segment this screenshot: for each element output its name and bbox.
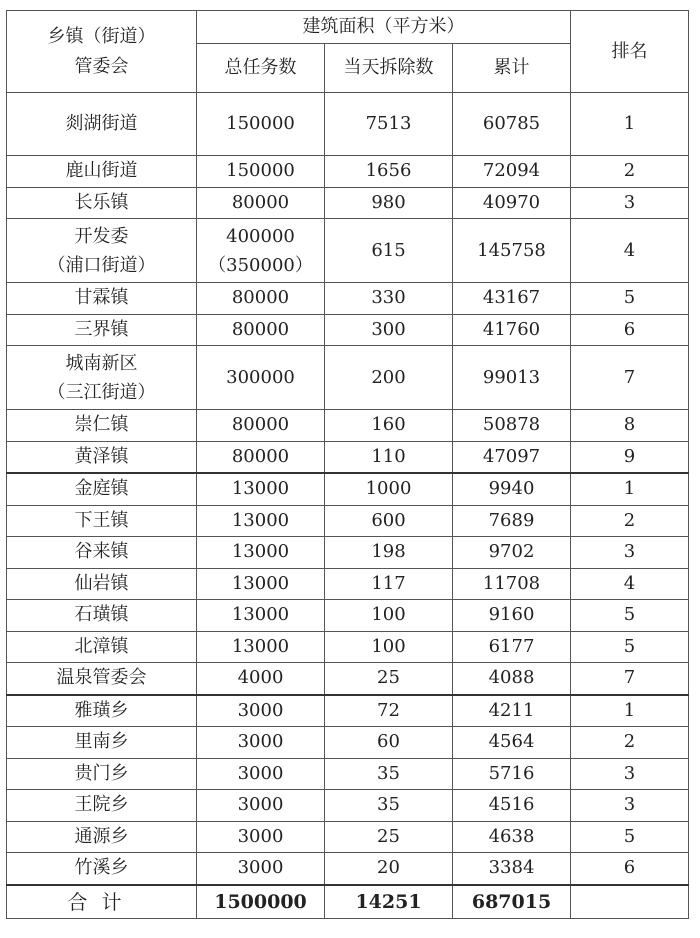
- total-task-cell: 3000: [197, 758, 325, 790]
- today-cell: 100: [325, 600, 453, 632]
- unit-name-cell: 石璜镇: [7, 600, 197, 632]
- total-task: 1500000: [197, 885, 325, 919]
- today-cell: 35: [325, 758, 453, 790]
- unit-header: 乡镇（街道） 管委会: [7, 11, 197, 93]
- cumulative-header: 累计: [453, 44, 571, 93]
- table-row: [7, 600, 689, 632]
- total-task-cell: 300000: [197, 346, 325, 410]
- total-today: 14251: [325, 885, 453, 919]
- cumulative-cell: 4088: [453, 663, 571, 695]
- total-task-cell: 13000: [197, 473, 325, 505]
- today-cell: 117: [325, 568, 453, 600]
- rank-cell: 1: [571, 93, 689, 156]
- cumulative-cell: 43167: [453, 283, 571, 315]
- total-task-cell: 3000: [197, 790, 325, 822]
- cumulative-cell: 4516: [453, 790, 571, 822]
- total-task-cell: 150000: [197, 156, 325, 188]
- today-cell: 198: [325, 537, 453, 569]
- table-row: [7, 346, 689, 410]
- rank-cell: 7: [571, 663, 689, 695]
- unit-name-cell: 下王镇: [7, 505, 197, 537]
- today-cell: 300: [325, 314, 453, 346]
- cumulative-cell: 40970: [453, 187, 571, 219]
- unit-name-cell: 北漳镇: [7, 631, 197, 663]
- unit-name-cell: 剡湖街道: [7, 93, 197, 156]
- rank-cell: 3: [571, 790, 689, 822]
- cumulative-cell: 3384: [453, 853, 571, 885]
- total-task-cell: 80000: [197, 441, 325, 473]
- table-row: [7, 853, 689, 885]
- unit-name-cell: 崇仁镇: [7, 410, 197, 442]
- total-task-cell: 80000: [197, 314, 325, 346]
- rank-header: 排名: [571, 11, 689, 93]
- total-task-cell: 13000: [197, 568, 325, 600]
- unit-name-cell: 谷来镇: [7, 537, 197, 569]
- today-cell: 980: [325, 187, 453, 219]
- total-task-cell: 13000: [197, 537, 325, 569]
- table-row: [7, 758, 689, 790]
- cumulative-cell: 72094: [453, 156, 571, 188]
- total-task-cell: 3000: [197, 695, 325, 727]
- total-task-cell: 3000: [197, 727, 325, 759]
- table-row: [7, 219, 689, 283]
- table-row: [7, 283, 689, 315]
- rank-cell: 1: [571, 473, 689, 505]
- unit-name-cell: 甘霖镇: [7, 283, 197, 315]
- unit-name-cell: 金庭镇: [7, 473, 197, 505]
- cumulative-cell: 99013: [453, 346, 571, 410]
- today-cell: 330: [325, 283, 453, 315]
- table-row: [7, 727, 689, 759]
- total-task-cell: 3000: [197, 853, 325, 885]
- rank-cell: 3: [571, 758, 689, 790]
- total-task-cell: 80000: [197, 410, 325, 442]
- total-cumulative: 687015: [453, 885, 571, 919]
- rank-cell: 5: [571, 631, 689, 663]
- today-cell: 600: [325, 505, 453, 537]
- unit-name-cell: 黄泽镇: [7, 441, 197, 473]
- cumulative-cell: 60785: [453, 93, 571, 156]
- unit-name-cell: 竹溪乡: [7, 853, 197, 885]
- today-cell: 72: [325, 695, 453, 727]
- cumulative-cell: 47097: [453, 441, 571, 473]
- rank-cell: 2: [571, 156, 689, 188]
- unit-name-cell: 开发委 （浦口街道）: [7, 219, 197, 283]
- today-cell: 200: [325, 346, 453, 410]
- table-row: [7, 568, 689, 600]
- total-task-cell: 13000: [197, 600, 325, 632]
- total-task-cell: 13000: [197, 505, 325, 537]
- cumulative-cell: 9940: [453, 473, 571, 505]
- table-row: [7, 93, 689, 156]
- table-row: [7, 537, 689, 569]
- area-group-header: 建筑面积（平方米）: [197, 11, 571, 44]
- table-row: [7, 505, 689, 537]
- unit-name-cell: 通源乡: [7, 821, 197, 853]
- today-cell: 160: [325, 410, 453, 442]
- table-row: [7, 695, 689, 727]
- total-task-cell: 400000 （350000）: [197, 219, 325, 283]
- today-cell: 1656: [325, 156, 453, 188]
- demolition-stats-table: [6, 10, 689, 919]
- rank-cell: 2: [571, 505, 689, 537]
- table-row: [7, 821, 689, 853]
- unit-name-cell: 长乐镇: [7, 187, 197, 219]
- cumulative-cell: 4638: [453, 821, 571, 853]
- rank-cell: 1: [571, 695, 689, 727]
- cumulative-cell: 4564: [453, 727, 571, 759]
- cumulative-cell: 41760: [453, 314, 571, 346]
- unit-name-cell: 贵门乡: [7, 758, 197, 790]
- table-footer: [7, 885, 689, 919]
- cumulative-cell: 9702: [453, 537, 571, 569]
- rank-cell: 8: [571, 410, 689, 442]
- rank-cell: 9: [571, 441, 689, 473]
- rank-cell: 4: [571, 568, 689, 600]
- table-row: [7, 441, 689, 473]
- total-task-cell: 150000: [197, 93, 325, 156]
- unit-name-cell: 里南乡: [7, 727, 197, 759]
- total-task-cell: 3000: [197, 821, 325, 853]
- rank-cell: 2: [571, 727, 689, 759]
- today-cell: 25: [325, 663, 453, 695]
- today-cell: 1000: [325, 473, 453, 505]
- rank-cell: 4: [571, 219, 689, 283]
- today-cell: 615: [325, 219, 453, 283]
- table-row: [7, 663, 689, 695]
- cumulative-cell: 7689: [453, 505, 571, 537]
- unit-name-cell: 三界镇: [7, 314, 197, 346]
- unit-name-cell: 王院乡: [7, 790, 197, 822]
- unit-name-cell: 雅璜乡: [7, 695, 197, 727]
- today-cell: 110: [325, 441, 453, 473]
- today-cell: 7513: [325, 93, 453, 156]
- total-task-cell: 13000: [197, 631, 325, 663]
- cumulative-cell: 145758: [453, 219, 571, 283]
- total-label: 合计: [7, 885, 197, 919]
- today-cell: 35: [325, 790, 453, 822]
- total-task-header: 总任务数: [197, 44, 325, 93]
- unit-name-cell: 鹿山街道: [7, 156, 197, 188]
- today-cell: 60: [325, 727, 453, 759]
- rank-cell: 3: [571, 537, 689, 569]
- today-cell: 100: [325, 631, 453, 663]
- table-row: [7, 790, 689, 822]
- cumulative-cell: 9160: [453, 600, 571, 632]
- table-row: [7, 187, 689, 219]
- cumulative-cell: 6177: [453, 631, 571, 663]
- total-task-cell: 80000: [197, 283, 325, 315]
- unit-name-cell: 城南新区 （三江街道）: [7, 346, 197, 410]
- cumulative-cell: 50878: [453, 410, 571, 442]
- rank-cell: 5: [571, 600, 689, 632]
- today-header: 当天拆除数: [325, 44, 453, 93]
- table-row: [7, 473, 689, 505]
- cumulative-cell: 4211: [453, 695, 571, 727]
- cumulative-cell: 5716: [453, 758, 571, 790]
- table-row: [7, 410, 689, 442]
- table-row: [7, 156, 689, 188]
- rank-cell: 6: [571, 853, 689, 885]
- total-row: [7, 885, 689, 919]
- today-cell: 25: [325, 821, 453, 853]
- cumulative-cell: 11708: [453, 568, 571, 600]
- rank-cell: 7: [571, 346, 689, 410]
- rank-cell: 6: [571, 314, 689, 346]
- today-cell: 20: [325, 853, 453, 885]
- table-row: [7, 314, 689, 346]
- table-row: [7, 631, 689, 663]
- unit-name-cell: 仙岩镇: [7, 568, 197, 600]
- rank-cell: 5: [571, 821, 689, 853]
- table-header: [7, 11, 689, 93]
- total-task-cell: 4000: [197, 663, 325, 695]
- unit-name-cell: 温泉管委会: [7, 663, 197, 695]
- table-body: [7, 93, 689, 885]
- rank-cell: 5: [571, 283, 689, 315]
- total-task-cell: 80000: [197, 187, 325, 219]
- total-rank: [571, 885, 689, 919]
- rank-cell: 3: [571, 187, 689, 219]
